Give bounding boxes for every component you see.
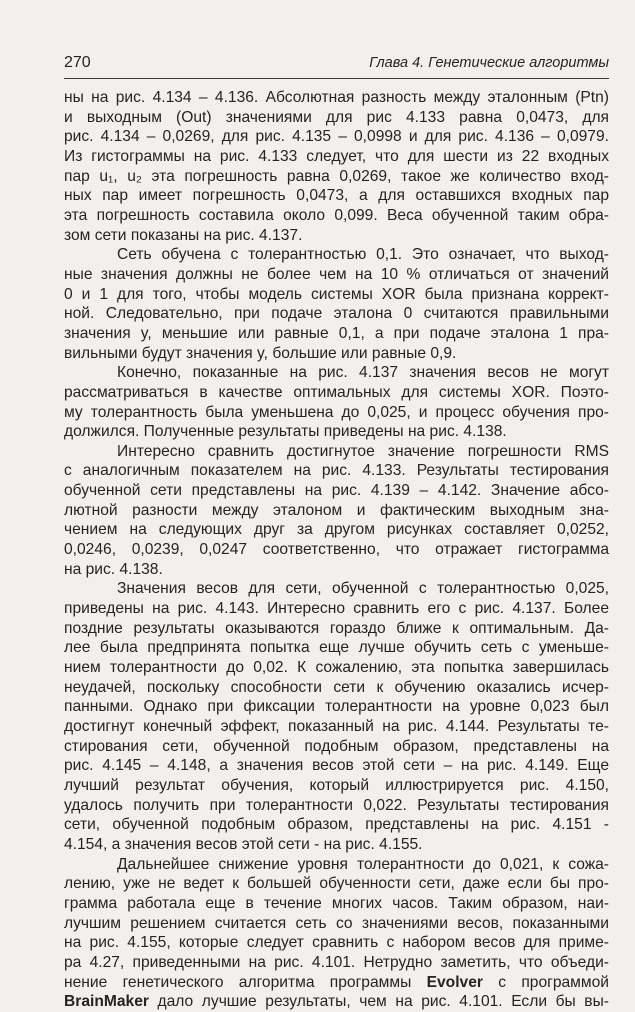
text-line: вильными будут значения y, большие или равные 0,9. — [64, 344, 457, 362]
text-line: BrainMaker дало лучшие результаты, чем на рис. 4.101. Если бы вы- — [64, 993, 609, 1011]
text-line: на рис. 4.155, которые следует сравнить с набором весов для приме- — [64, 934, 609, 952]
text-line: 4.154, а значения весов этой сети - на рис. 4.155. — [64, 835, 423, 853]
text-line: Интересно сравнить достигнутое значение погрешности RMS — [117, 442, 609, 460]
text-line: достигнут конечный эффект, показанный на рис. 4.144. Результаты те- — [64, 718, 609, 735]
text-line: Сеть обучена с толерантностью 0,1. Это означает, что выход- — [117, 246, 609, 264]
text-line: грамма работала еще в течение многих часов. Таким образом, наи- — [64, 894, 609, 912]
text-line: 0 и 1 для того, чтобы модель системы XOR была признана коррект- — [64, 285, 609, 303]
text-line: эта погрешность составила около 0,099. Веса обученной таким обра- — [64, 206, 609, 224]
text-line: зом сети показаны на рис. 4.137. — [64, 226, 303, 244]
text-line: ных пар имеет погрешность 0,0473, а для оставшихся входных пар — [64, 187, 609, 205]
text-line: ной. Следовательно, при подаче эталона 0 считаются правильными — [64, 305, 609, 323]
text-line: рис. 4.134 – 0,0269, для рис. 4.135 – 0,0998 и для рис. 4.136 – 0,0979. — [64, 128, 609, 146]
text-line: поздние результаты оказываются гораздо ближе к оптимальным. Да- — [64, 619, 609, 637]
text-line: должился. Полученные результаты приведены на рис. 4.138. — [64, 423, 507, 441]
text-line: удалось получить при толерантности 0,022. Результаты тестирования — [64, 796, 609, 814]
text-line: рис. 4.145 – 4.148, а значения весов этой сети – на рис. 4.149. Еще — [64, 757, 609, 775]
text-line: лению, уже не ведет к большей обученности сети, даже если бы про- — [64, 875, 609, 893]
running-header — [64, 52, 609, 79]
text-line: ные значения должны не более чем на 10 % отличаться от значений — [64, 265, 609, 283]
chapter-title: Глава 4. Генетические алгоритмы — [369, 55, 609, 71]
text-line: пар u₁, u₂ эта погрешность равна 0,0269, такое же количество вход- — [64, 167, 609, 185]
text-line: ны на рис. 4.134 – 4.136. Абсолютная разность между эталонным (Ptn) — [64, 89, 609, 106]
text-line: му толерантность была уменьшена до 0,025, и процесс обучения про- — [64, 403, 609, 421]
text-line: приведены на рис. 4.143. Интересно сравнить его с рис. 4.137. Более — [64, 600, 609, 618]
page-number: 270 — [64, 54, 91, 71]
body-text — [64, 88, 609, 1012]
text-line: рассматриваться в качестве оптимальных для системы XOR. Поэто- — [64, 383, 609, 401]
text-line: нием толерантности до 0,02. К сожалению, эта попытка завершилась — [64, 659, 609, 677]
text-line: 0,0246, 0,0239, 0,0247 соответственно, что отражает гистограмма — [64, 541, 609, 559]
text-line: чением на следующих друг за другом рисунках составляет 0,0252, — [64, 521, 609, 539]
text-line: Конечно, показанные на рис. 4.137 значения весов не могут — [117, 364, 609, 382]
text-line: сети, обученной подобным образом, представлены на рис. 4.151 - — [64, 816, 609, 834]
text-line: лютной разности между эталоном и фактическим выходным зна- — [64, 501, 609, 519]
text-line: Значения весов для сети, обученной с толерантностью 0,025, — [117, 580, 609, 598]
text-line: обученной сети представлены на рис. 4.139 – 4.142. Значение абсо- — [64, 482, 609, 500]
text-line: значения y, меньшие или равные 0,1, а при подаче эталона 1 пра- — [64, 324, 609, 342]
text-line: панными. Однако при фиксации толерантности на уровне 0,023 был — [64, 698, 609, 716]
text-line: стирования сети, обученной подобным образом, представлены на — [64, 737, 609, 755]
text-line: и выходным (Out) значениями для рис 4.133 равна 0,0473, для — [64, 108, 609, 126]
text-line: неудачей, поскольку способности сети к обучению оказались исчер- — [64, 678, 609, 696]
text-line: лучшим решением считается сеть со значениями весов, показанными — [64, 914, 609, 932]
text-line: ра 4.27, приведенными на рис. 4.101. Нетрудно заметить, что объеди- — [64, 953, 609, 971]
text-line: нение генетического алгоритма программы Evolver с программой — [64, 973, 609, 991]
text-line: Дальнейшее снижение уровня толерантности до 0,021, к сожа- — [117, 855, 609, 873]
text-line: лучший результат обучения, который иллюстрируется рис. 4.150, — [64, 776, 609, 794]
text-line: лее была предпринята попытка еще лучше обучить сеть с уменьше- — [64, 639, 609, 657]
text-line: с аналогичным показателем на рис. 4.133. Результаты тестирования — [64, 462, 609, 480]
text-line: на рис. 4.138. — [64, 560, 163, 578]
text-line: Из гистограммы на рис. 4.133 следует, что для шести из 22 входных — [64, 147, 609, 165]
